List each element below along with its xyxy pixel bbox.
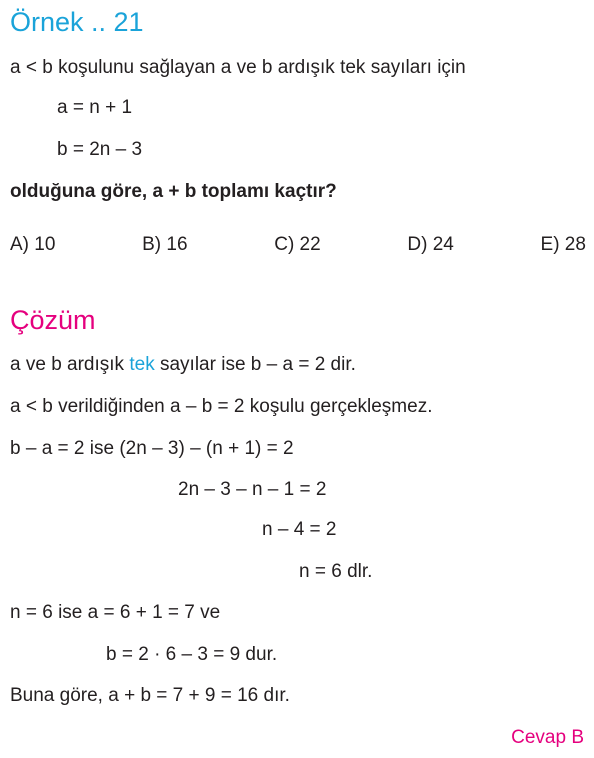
solution-line-9: Buna göre, a + b = 7 + 9 = 16 dır. — [10, 685, 290, 706]
option-d: D) 24 — [407, 234, 454, 255]
highlight-tek: tek — [129, 354, 155, 375]
answer-label: Cevap B — [511, 727, 584, 748]
solution-line-3: b – a = 2 ise (2n – 3) – (n + 1) = 2 — [10, 438, 294, 459]
solution-line-1 — [10, 353, 356, 377]
equation-a: a = n + 1 — [57, 97, 133, 118]
solution-line-8: b = 2 · 6 – 3 = 9 dur. — [106, 644, 278, 665]
solution-line-1-pre: a ve b ardışık — [10, 354, 130, 375]
solution-line-1-post: sayılar ise b – a = 2 dir. — [154, 354, 356, 375]
solution-line-6: n = 6 dlr. — [299, 561, 373, 582]
option-c: C) 22 — [274, 234, 321, 255]
solution-line-2: a < b verildiğinden a – b = 2 koşulu gerçekleşmez. — [10, 396, 433, 417]
solution-line-7: n = 6 ise a = 6 + 1 = 7 ve — [10, 602, 221, 623]
answer-options — [10, 233, 586, 259]
solution-title: Çözüm — [10, 305, 96, 335]
solution-line-5: n – 4 = 2 — [262, 519, 337, 540]
solution-line-4: 2n – 3 – n – 1 = 2 — [178, 479, 327, 500]
option-b: B) 16 — [142, 234, 188, 255]
option-a: A) 10 — [10, 234, 56, 255]
equation-b: b = 2n – 3 — [57, 139, 143, 160]
option-e: E) 28 — [540, 234, 586, 255]
question-line-2: olduğuna göre, a + b toplamı kaçtır? — [10, 181, 337, 202]
question-line-1: a < b koşulunu sağlayan a ve b ardışık tek sayıları için — [10, 57, 466, 78]
example-title: Örnek .. 21 — [10, 7, 144, 37]
